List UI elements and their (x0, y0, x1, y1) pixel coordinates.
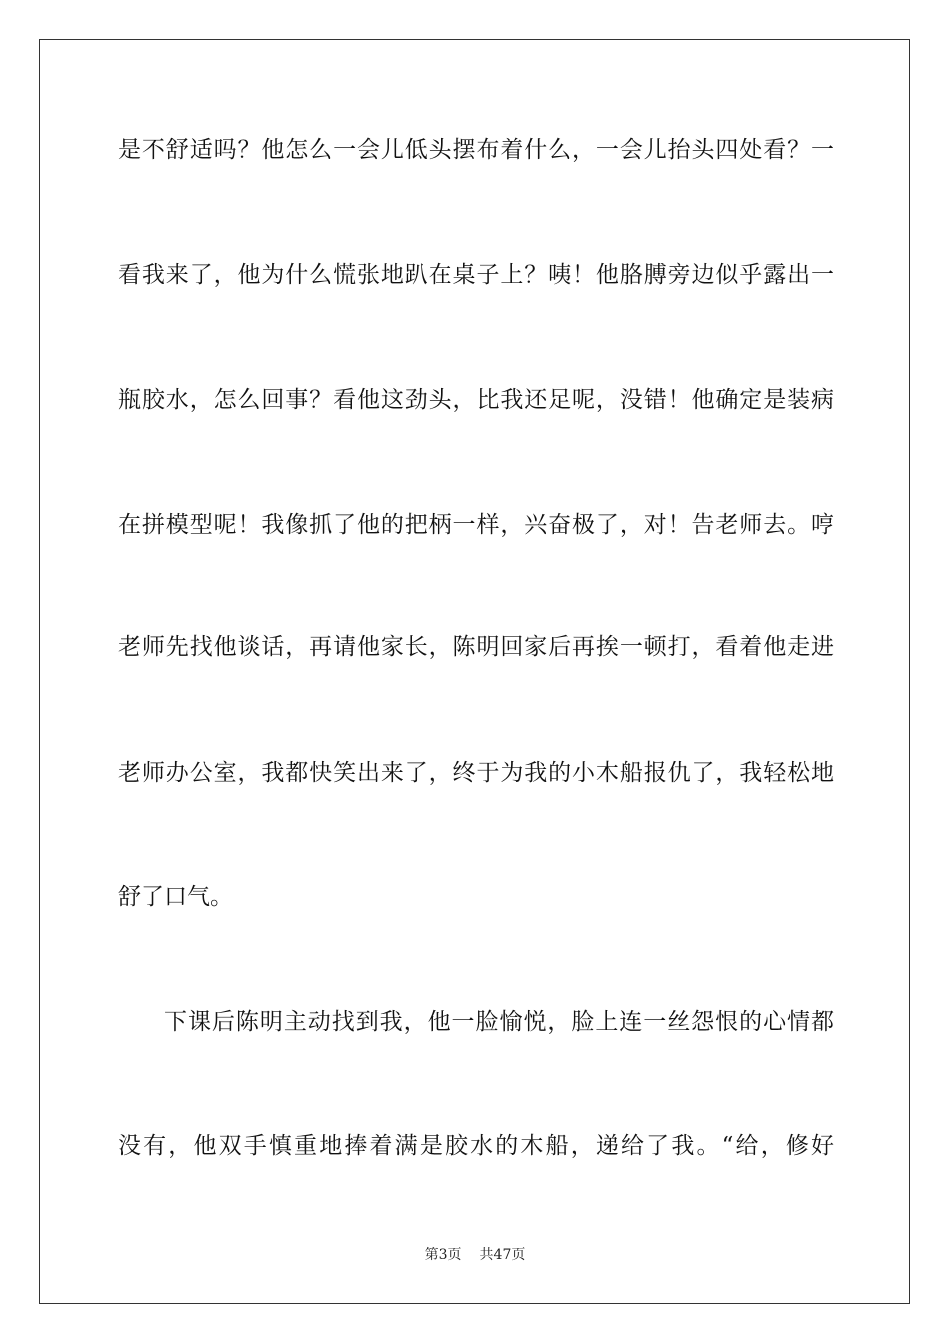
body-text-line-9: 没有，他双手慎重地捧着满是胶水的木船，递给了我。“给，修好 (118, 1133, 834, 1159)
body-text-line-6: 老师办公室，我都快笑出来了，终于为我的小木船报仇了，我轻松地 (118, 760, 834, 786)
body-text-line-4: 在拼模型呢！我像抓了他的把柄一样，兴奋极了，对！告老师去。哼 (118, 512, 834, 538)
page-footer (0, 1246, 950, 1264)
body-text-line-2: 看我来了，他为什么慌张地趴在桌子上？咦！他胳膊旁边似乎露出一 (118, 262, 834, 288)
body-text-line-5: 老师先找他谈话，再请他家长，陈明回家后再挨一顿打，看着他走进 (118, 634, 834, 660)
total-pages: 共47页 (479, 1247, 526, 1263)
page-border (39, 39, 910, 1304)
paragraph-start-line: 下课后陈明主动找到我，他一脸愉悦，脸上连一丝怨恨的心情都 (164, 1009, 834, 1035)
body-text-line-1: 是不舒适吗？他怎么一会儿低头摆布着什么，一会儿抬头四处看？一 (118, 137, 834, 163)
body-text-line-7: 舒了口气。 (118, 884, 233, 910)
page-number: 第3页 (424, 1247, 462, 1263)
body-text-line-3: 瓶胶水，怎么回事？看他这劲头，比我还足呢，没错！他确定是装病 (118, 387, 834, 413)
